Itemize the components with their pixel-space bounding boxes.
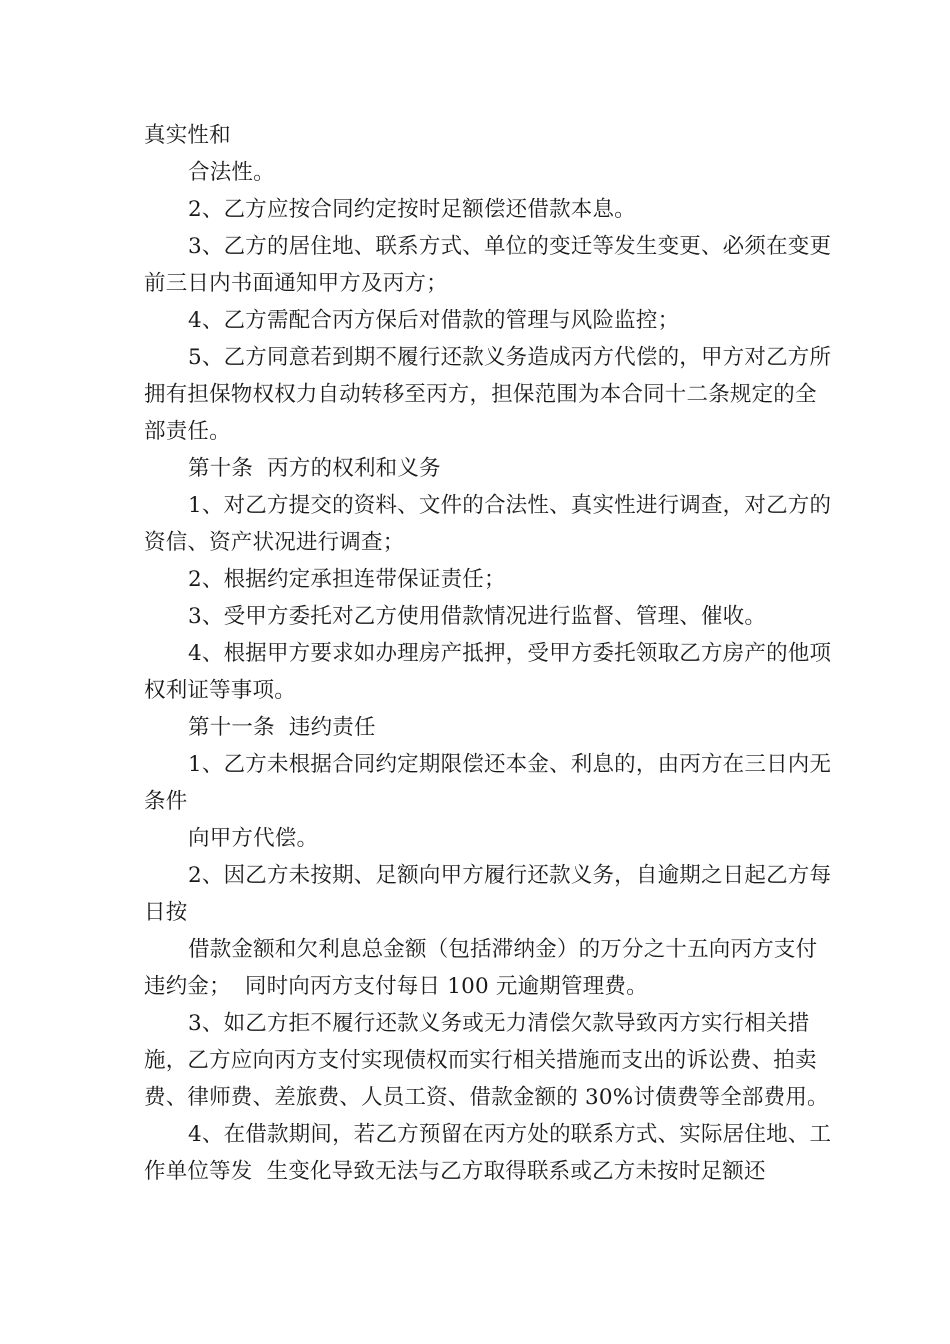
paragraph-continuation-legality: 合法性。 [188,160,275,185]
clause-9-item-3: 3、乙方的居住地、联系方式、单位的变迁等发生变更、必须在变更前三日内书面通知甲方及丙方； [144,234,832,296]
clause-11-item-1: 1、乙方未根据合同约定期限偿还本金、利息的，由丙方在三日内无条件 [144,752,832,814]
clause-11-item-1-continuation: 向甲方代偿。 [188,826,319,851]
clause-10-item-3: 3、受甲方委托对乙方使用借款情况进行监督、管理、催收。 [188,604,767,629]
clause-9-item-2: 2、乙方应按合同约定按时足额偿还借款本息。 [188,197,636,222]
contract-text [144,117,834,1190]
clause-10-item-4: 4、根据甲方要求如办理房产抵押，受甲方委托领取乙方房产的他项权利证等事项。 [144,641,832,703]
clause-9-item-5: 5、乙方同意若到期不履行还款义务造成丙方代偿的，甲方对乙方所拥有担保物权权力自动转移至丙方，担保范围为本合同十二条规定的全部责任。 [144,345,832,444]
clause-9-item-4: 4、乙方需配合丙方保后对借款的管理与风险监控； [188,308,680,333]
clause-10-item-1: 1、对乙方提交的资料、文件的合法性、真实性进行调查，对乙方的资信、资产状况进行调查； [144,493,832,555]
clause-11-item-2-continuation: 借款金额和欠利息总金额（包括滞纳金）的万分之十五向丙方支付违约金； 同时向丙方支付每日 100 元逾期管理费。 [144,937,818,999]
clause-10-heading: 第十条 丙方的权利和义务 [188,456,441,481]
clause-11-item-4: 4、在借款期间，若乙方预留在丙方处的联系方式、实际居住地、工作单位等发 生变化导致无法与乙方取得联系或乙方未按时足额还 [144,1122,832,1184]
clause-10-item-2: 2、根据约定承担连带保证责任； [188,567,506,592]
clause-11-heading: 第十一条 违约责任 [188,715,376,740]
clause-11-item-3: 3、如乙方拒不履行还款义务或无力清偿欠款导致丙方实行相关措施，乙方应向丙方支付实现债权而实行相关措施而支出的诉讼费、拍卖费、律师费、差旅费、人员工资、借款金额的 30%讨债费等全部费用。 [144,1011,829,1110]
clause-11-item-2: 2、因乙方未按期、足额向甲方履行还款义务，自逾期之日起乙方每日按 [144,863,832,925]
paragraph-continuation: 真实性和 [144,123,231,148]
